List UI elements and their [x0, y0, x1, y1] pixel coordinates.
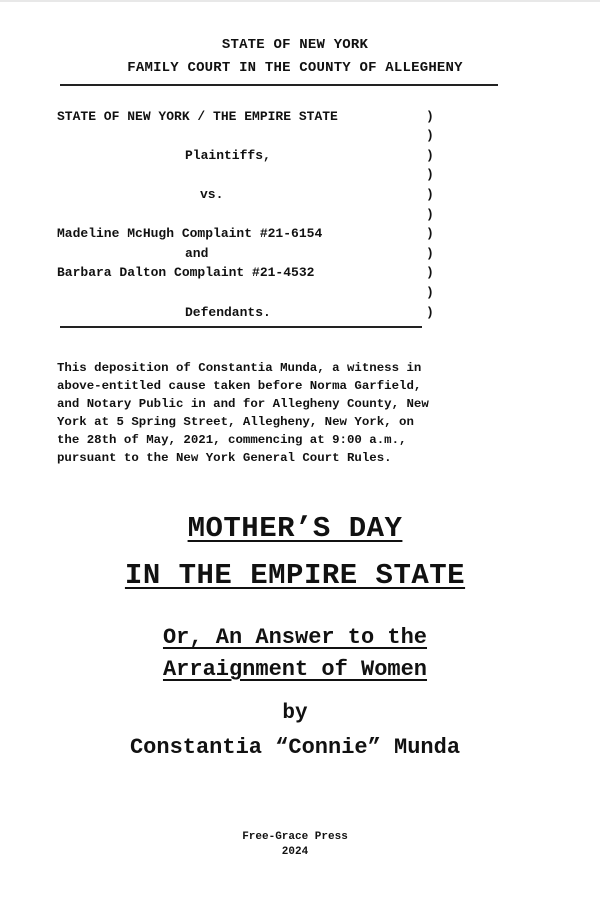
caption-paren: ): [426, 246, 434, 261]
conjunction-and: and: [185, 246, 209, 261]
caption-paren: ): [426, 109, 434, 124]
book-title-line-2: [0, 559, 590, 592]
versus-label: vs.: [200, 187, 224, 202]
court-state-heading: STATE OF NEW YORK: [221, 37, 369, 53]
caption-paren: ): [426, 128, 434, 143]
publisher-name: Free-Grace Press: [242, 831, 348, 843]
subtitle-line-2: [0, 657, 590, 682]
deposition-line: above-entitled cause taken before Norma Garfield,: [57, 379, 422, 393]
plaintiff-name: STATE OF NEW YORK / THE EMPIRE STATE: [57, 109, 338, 124]
caption-divider: [60, 326, 422, 328]
top-edge-line: [0, 0, 600, 2]
publication-year: 2024: [281, 846, 309, 858]
book-title-line-1: [0, 512, 590, 545]
caption-paren: ): [426, 285, 434, 300]
book-title-text: MOTHER’S DAY: [187, 512, 403, 545]
defendant-one: Madeline McHugh Complaint #21-6154: [57, 226, 323, 241]
deposition-line: York at 5 Spring Street, Allegheny, New York, on: [57, 415, 414, 429]
caption-paren: ): [426, 265, 434, 280]
subtitle-line-1: [0, 625, 590, 650]
caption-paren: ): [426, 167, 434, 182]
subtitle-text: Arraignment of Women: [162, 657, 428, 682]
caption-paren: ): [426, 148, 434, 163]
deposition-line: This deposition of Constantia Munda, a witness in: [57, 361, 422, 375]
caption-paren: ): [426, 187, 434, 202]
defendants-label: Defendants.: [185, 305, 271, 320]
book-title-text: IN THE EMPIRE STATE: [124, 559, 466, 592]
deposition-line: pursuant to the New York General Court Rules.: [57, 451, 392, 465]
deposition-line: the 28th of May, 2021, commencing at 9:00 a.m.,: [57, 433, 407, 447]
court-name-heading: FAMILY COURT IN THE COUNTY OF ALLEGHENY: [127, 60, 463, 76]
defendant-two: Barbara Dalton Complaint #21-4532: [57, 265, 315, 280]
caption-paren: ): [426, 226, 434, 241]
header-divider: [60, 84, 498, 86]
author-name: Constantia “Connie” Munda: [129, 735, 461, 760]
deposition-paragraph: [57, 359, 527, 467]
subtitle-text: Or, An Answer to the: [162, 625, 428, 650]
plaintiffs-label: Plaintiffs,: [185, 148, 271, 163]
byline-by: by: [282, 702, 308, 725]
caption-paren: ): [426, 207, 434, 222]
caption-paren: ): [426, 305, 434, 320]
deposition-line: and Notary Public in and for Allegheny County, New: [57, 397, 429, 411]
